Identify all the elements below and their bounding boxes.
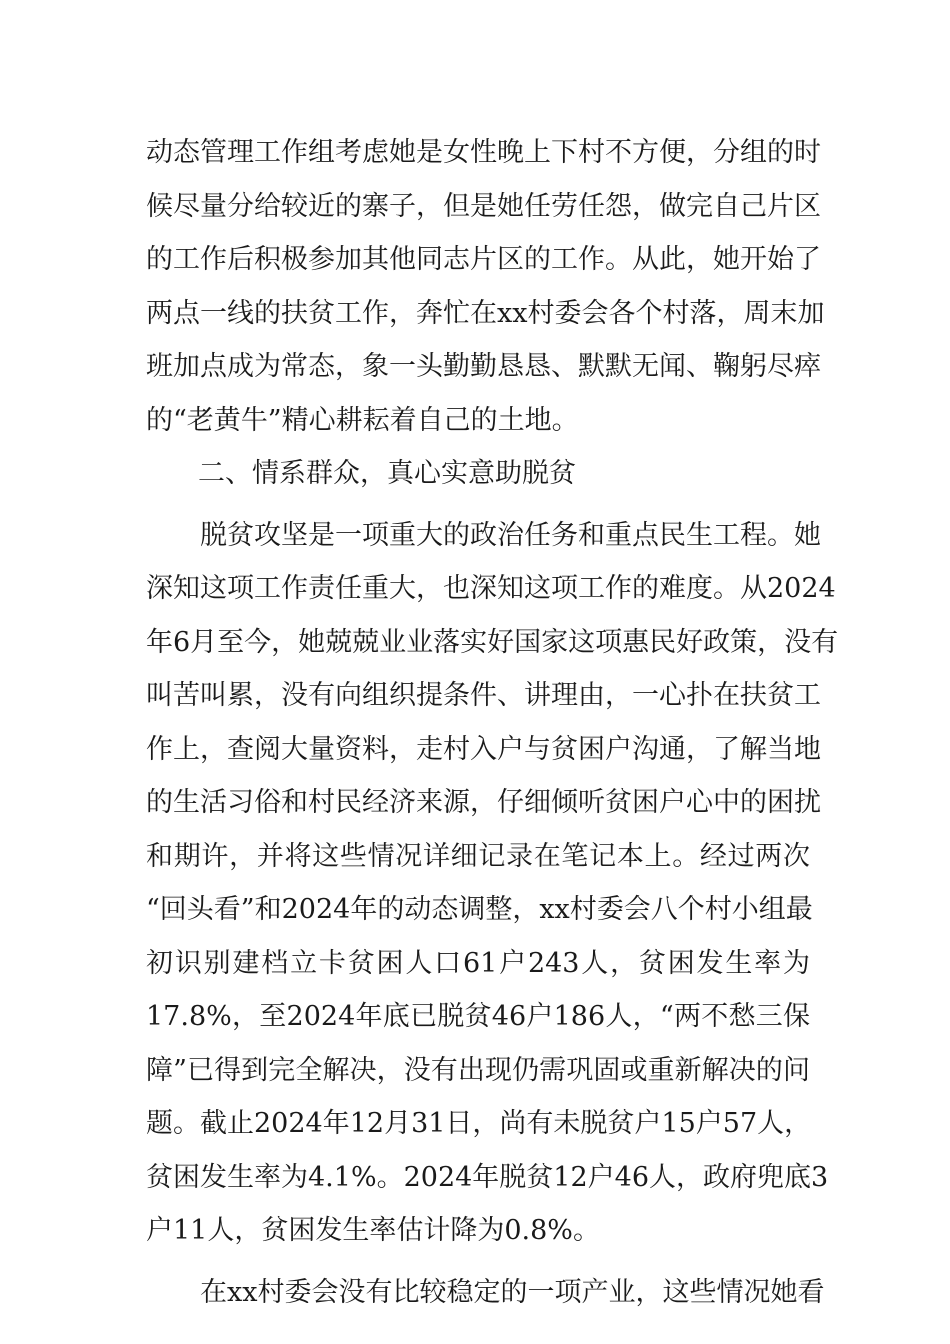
paragraph-line: 脱贫攻坚是一项重大的政治任务和重点民生工程。她 <box>200 519 821 551</box>
document-body <box>146 126 839 1319</box>
paragraph-line: 在xx村委会没有比较稳定的一项产业，这些情况她看 <box>200 1276 825 1308</box>
spacer <box>146 501 810 509</box>
paragraph-line: 户11人，贫困发生率估计降为0.8%。 <box>146 1215 600 1246</box>
paragraph-line: 深知这项工作责任重大，也深知这项工作的难度。从2024 <box>146 573 836 604</box>
paragraph-line: 17.8%，至2024年底已脱贫46户186人，“两不愁三保 <box>146 1001 810 1032</box>
section-heading: 二、情系群众，真心实意助脱贫 <box>198 458 576 489</box>
paragraph-line: 的“老黄牛”精心耕耘着自己的土地。 <box>146 404 579 436</box>
paragraph-line: 的工作后积极参加其他同志片区的工作。从此，她开始了 <box>146 244 821 275</box>
paragraph-line: 两点一线的扶贫工作，奔忙在xx村委会各个村落，周末加 <box>146 297 825 329</box>
paragraph-line: “回头看”和2024年的动态调整，xx村委会八个村小组最 <box>146 894 813 925</box>
paragraph-line: 作上，查阅大量资料，走村入户与贫困户沟通，了解当地 <box>146 733 821 765</box>
paragraph-line: 的生活习俗和村民经济来源，仔细倾听贫困户心中的困扰 <box>146 787 821 818</box>
paragraph-line: 叫苦叫累，没有向组织提条件、讲理由，一心扑在扶贫工 <box>146 680 821 711</box>
paragraph-line: 初识别建档立卡贫困人口61户243人，贫困发生率为 <box>146 947 810 979</box>
paragraph-line: 班加点成为常态，象一头勤勤恳恳、默默无闻、鞠躬尽瘁 <box>146 351 821 382</box>
paragraph-line: 障”已得到完全解决，没有出现仍需巩固或重新解决的问 <box>146 1054 810 1086</box>
spacer <box>146 1258 810 1266</box>
paragraph-line: 贫困发生率为4.1%。2024年脱贫12户46人，政府兜底3 <box>146 1161 829 1193</box>
paragraph-line: 和期许，并将这些情况详细记录在笔记本上。经过两次 <box>146 840 810 872</box>
paragraph-line: 动态管理工作组考虑她是女性晚上下村不方便，分组的时 <box>146 137 821 168</box>
paragraph-line: 年6月至今，她兢兢业业落实好国家这项惠民好政策，没有 <box>146 626 839 658</box>
paragraph-line: 题。截止2024年12月31日，尚有未脱贫户15户57人， <box>146 1108 812 1139</box>
paragraph-line: 候尽量分给较近的寨子，但是她任劳任怨，做完自己片区 <box>146 190 821 222</box>
